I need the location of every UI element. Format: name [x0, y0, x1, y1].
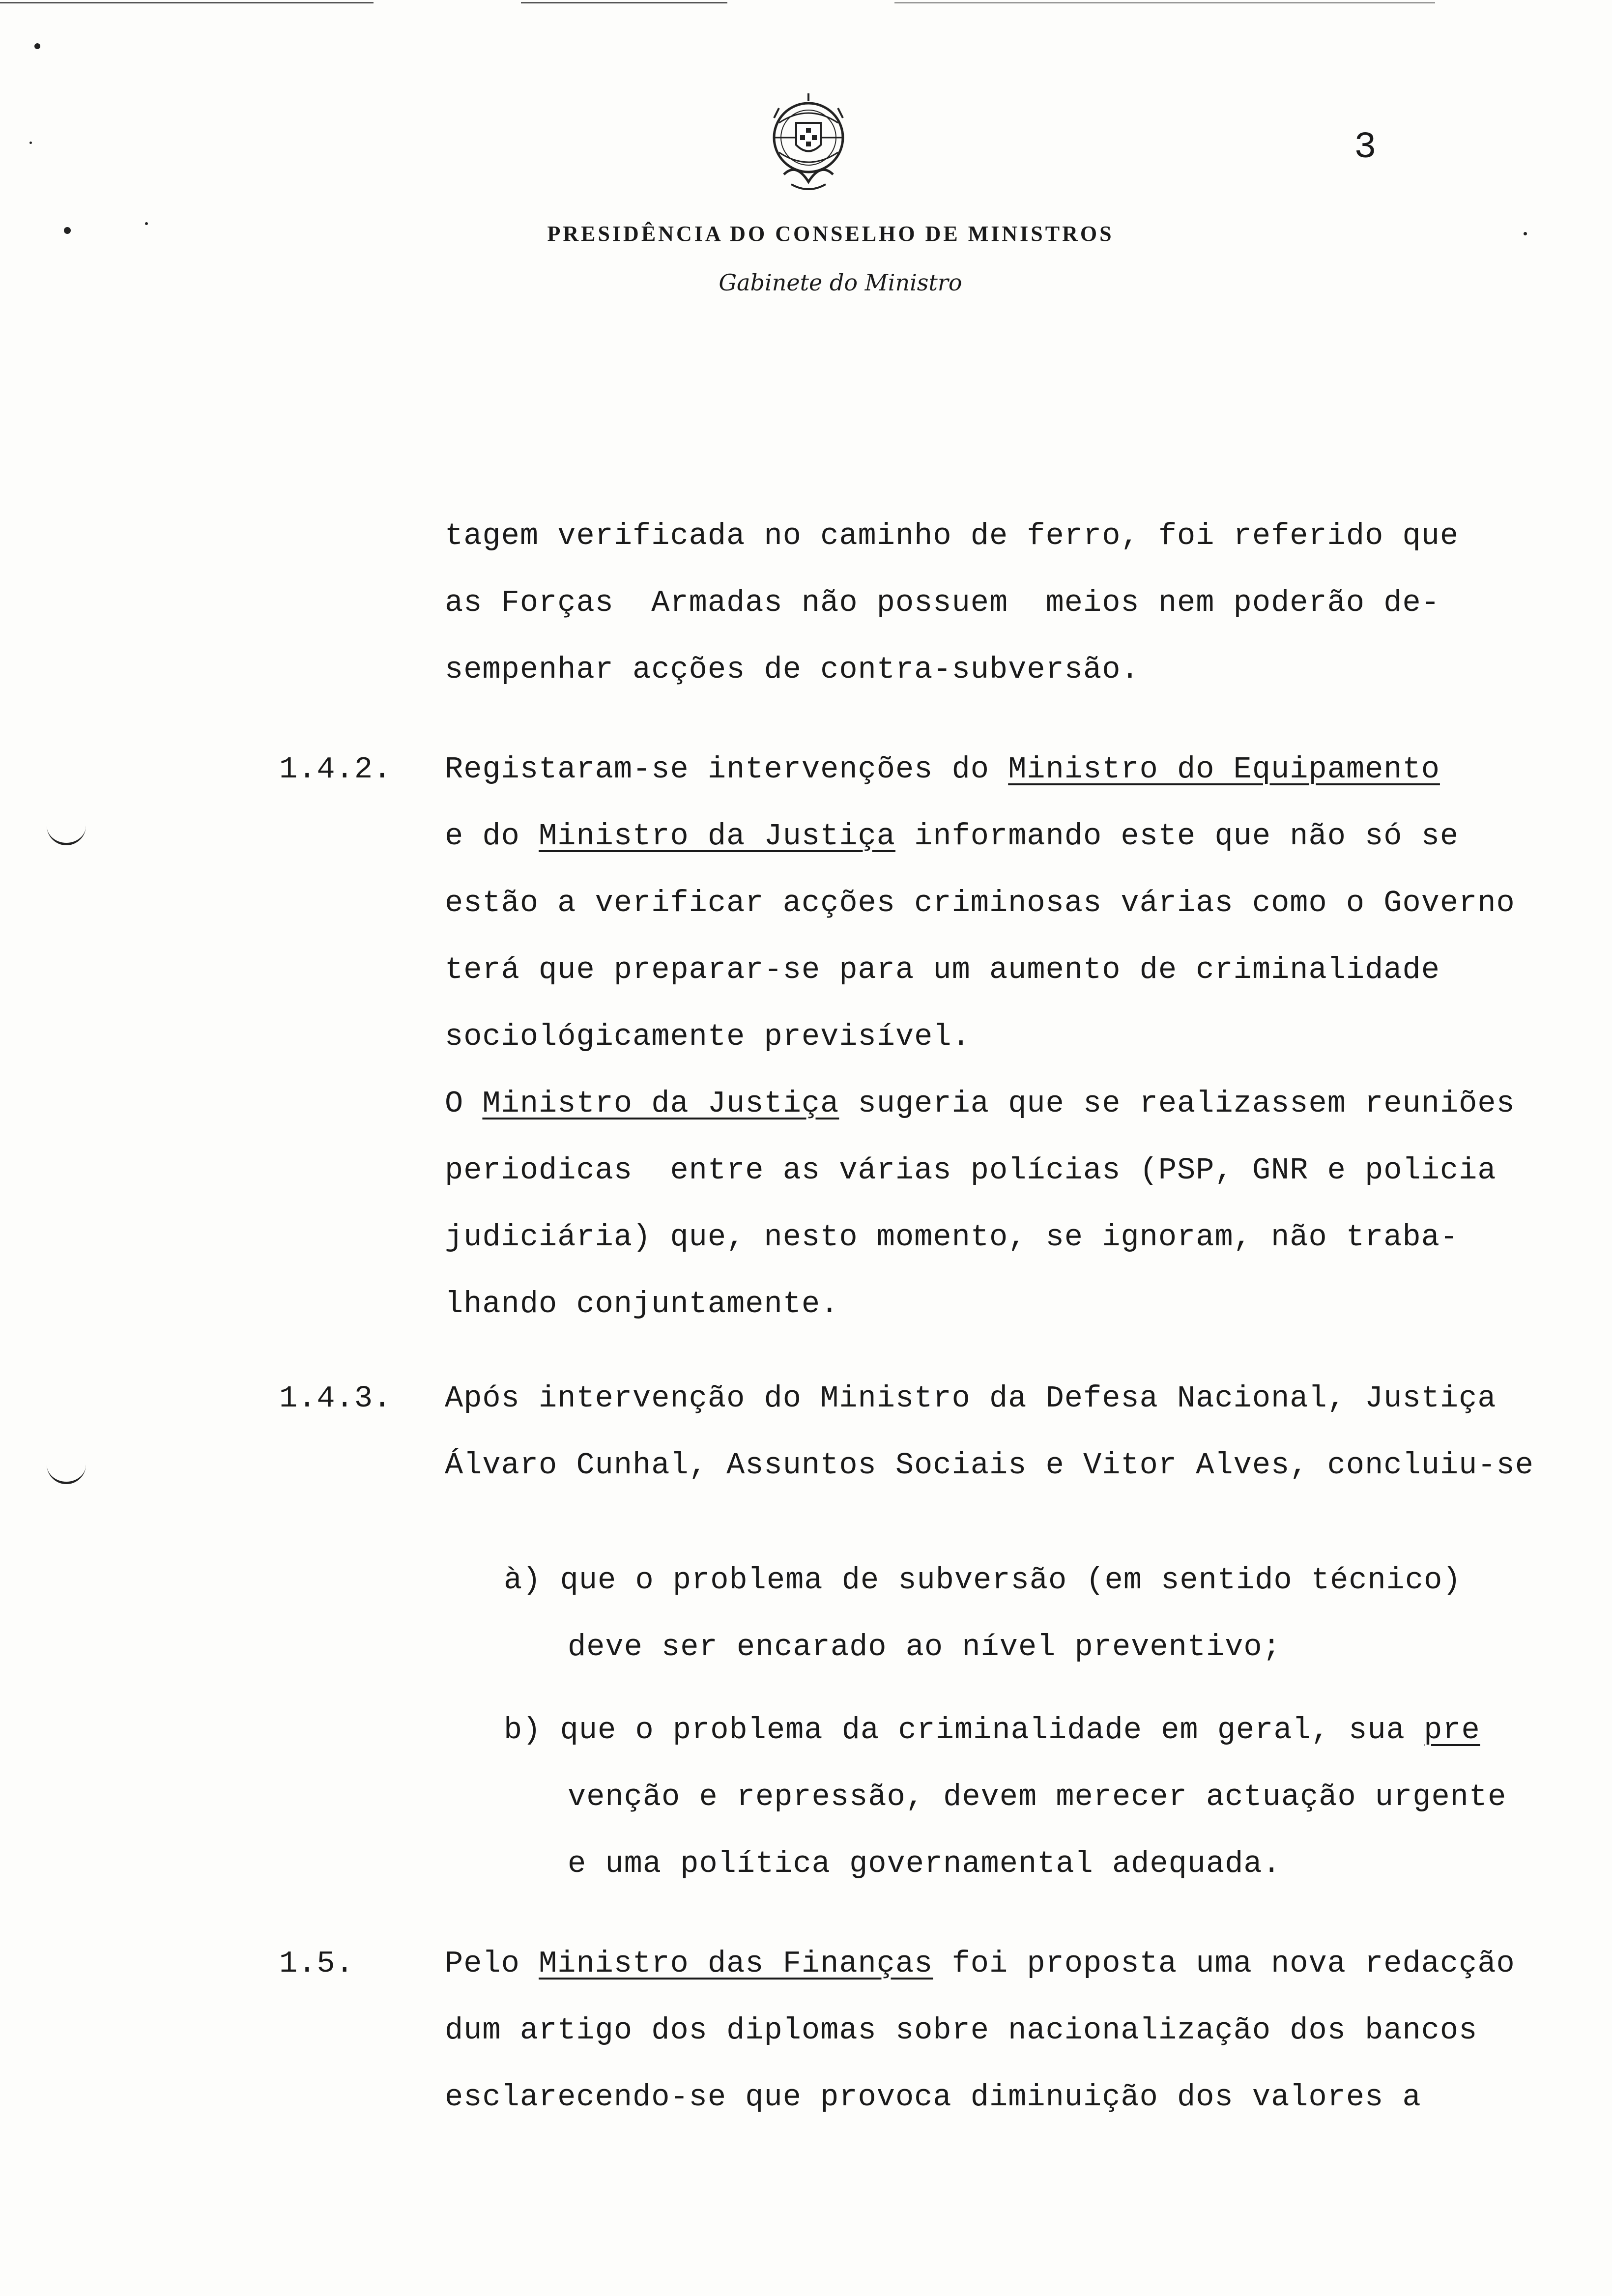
scan-edge-line — [521, 2, 727, 3]
letterhead-subtitle: Gabinete do Ministro — [719, 269, 962, 296]
scan-edge-line — [894, 2, 1435, 3]
section-number: 1.4.2. — [279, 752, 392, 787]
paragraph-line: e do Ministro da Justiça informando este que não só se — [445, 819, 1459, 854]
punch-hole-mark — [47, 1462, 86, 1484]
underlined-text: Ministro da Justiça — [482, 1086, 839, 1121]
page-number: 3 — [1354, 126, 1377, 169]
paragraph-line: as Forças Armadas não possuem meios nem poderão de- — [445, 585, 1440, 620]
section-number: 1.4.3. — [279, 1381, 392, 1416]
scan-edge-line — [0, 2, 374, 3]
list-item-line: deve ser encarado ao nível preventivo; — [568, 1630, 1281, 1665]
letterhead-title: PRESIDÊNCIA DO CONSELHO DE MINISTROS — [547, 222, 1114, 246]
paragraph-line: sociológicamente previsível. — [445, 1019, 971, 1054]
list-item-line: venção e repressão, devem merecer actuação urgente — [568, 1779, 1507, 1814]
paragraph-line: judiciária) que, nesto momento, se ignoram, não traba- — [445, 1220, 1459, 1255]
punch-hole-mark — [47, 823, 86, 845]
paragraph-line: Após intervenção do Ministro da Defesa Nacional, Justiça — [445, 1381, 1497, 1416]
underlined-text: Ministro do Equipamento — [1008, 752, 1440, 787]
coat-of-arms-seal — [745, 88, 872, 206]
paragraph-line: estão a verificar acções criminosas várias como o Governo — [445, 886, 1515, 920]
paragraph-line: O Ministro da Justiça sugeria que se realizassem reuniões — [445, 1086, 1515, 1121]
list-item-line: à) que o problema de subversão (em sentido técnico) — [504, 1563, 1462, 1598]
underlined-text: Ministro das Finanças — [539, 1946, 933, 1981]
paragraph-line: esclarecendo-se que provoca diminuição dos valores a — [445, 2080, 1421, 2115]
paragraph-line: lhando conjuntamente. — [445, 1287, 839, 1321]
list-item-line: e uma política governamental adequada. — [568, 1846, 1281, 1881]
section-number: 1.5. — [279, 1946, 354, 1981]
scan-speck — [34, 43, 40, 49]
paragraph-line: terá que preparar-se para um aumento de criminalidade — [445, 952, 1440, 987]
scan-speck — [29, 142, 32, 144]
paragraph-line: sempenhar acções de contra-subversão. — [445, 652, 1140, 687]
paragraph-line: dum artigo dos diplomas sobre nacionalização dos bancos — [445, 2013, 1478, 2048]
paragraph-line: Pelo Ministro das Finanças foi proposta uma nova redacção — [445, 1946, 1515, 1981]
underlined-text: pre — [1424, 1713, 1480, 1748]
paragraph-line: Álvaro Cunhal, Assuntos Sociais e Vitor Alves, concluiu-se — [445, 1448, 1534, 1483]
list-item-line: b) que o problema da criminalidade em geral, sua pre — [504, 1713, 1480, 1748]
paragraph-line: tagem verificada no caminho de ferro, foi referido que — [445, 518, 1459, 553]
paragraph-line: Registaram-se intervenções do Ministro do Equipamento — [445, 752, 1440, 787]
paragraph-line: periodicas entre as várias polícias (PSP, GNR e policia — [445, 1153, 1497, 1188]
underlined-text: Ministro da Justiça — [539, 819, 895, 854]
